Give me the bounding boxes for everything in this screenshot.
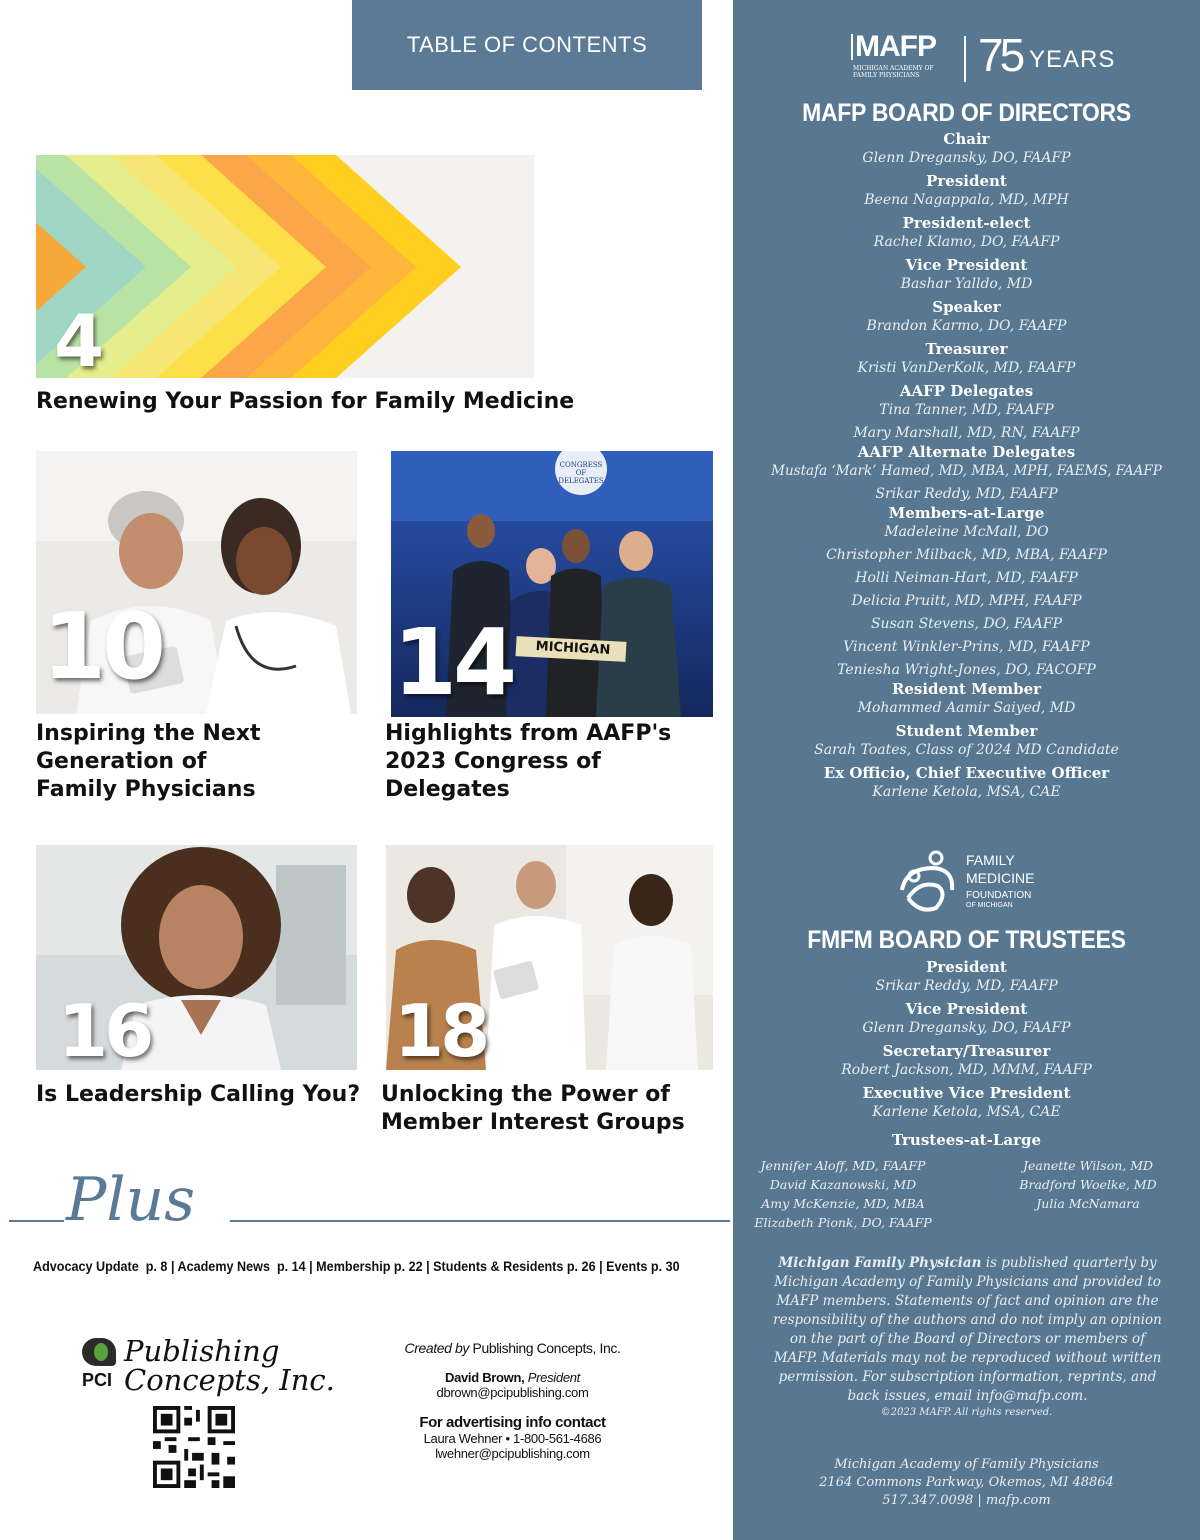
plus-rule-left bbox=[9, 1220, 64, 1222]
article-title[interactable]: Renewing Your Passion for Family Medicine bbox=[36, 389, 575, 414]
board-member: Beena Nagappala, MD, MPH bbox=[864, 192, 1069, 208]
board-member: Delicia Pruitt, MD, MPH, FAAFP bbox=[851, 593, 1082, 609]
publication-name: Michigan Family Physician bbox=[778, 1255, 982, 1271]
foundation-family-icon bbox=[896, 850, 960, 914]
board-member: Holli Neiman-Hart, MD, FAAFP bbox=[855, 570, 1078, 586]
foundation-line2: MEDICINE bbox=[966, 870, 1035, 886]
publication-notice-text: is published quarterly by Michigan Academy of Family Physicians and provided to MAFP members. Statements of fact and opinion are the responsibility of the authors and do not imply an opinion on the part of the Board of Directors or members of MAFP. Materials may not be reproduced without written permission. For subscription information, reprints, and back issues, email info@mafp.com. bbox=[773, 1255, 1162, 1404]
foundation-line4: OF MICHIGAN bbox=[966, 902, 1013, 909]
pci-name-line1: Publishing bbox=[124, 1334, 280, 1368]
trustees-at-large-right bbox=[998, 1156, 1178, 1213]
mafp-logo bbox=[851, 30, 951, 85]
article-14-image[interactable] bbox=[391, 451, 713, 717]
trustee-at-large: Elizabeth Pionk, DO, FAAFP bbox=[754, 1215, 932, 1230]
address-line: 517.347.0098 | mafp.com bbox=[882, 1493, 1051, 1508]
board-member: Sarah Toates, Class of 2024 MD Candidate bbox=[814, 742, 1119, 758]
created-by-prefix: Created by bbox=[404, 1340, 469, 1356]
board-role: President bbox=[926, 172, 1007, 190]
qr-code bbox=[153, 1406, 235, 1488]
president-name: David Brown, bbox=[444, 1370, 525, 1385]
board-member: Kristi VanDerKolk, MD, FAAFP bbox=[857, 360, 1076, 376]
board-role: Ex Officio, Chief Executive Officer bbox=[823, 764, 1110, 782]
board-list bbox=[733, 130, 1200, 802]
board-member: Christopher Milback, MD, MBA, FAAFP bbox=[826, 547, 1107, 563]
foundation-line1: FAMILY bbox=[966, 852, 1015, 868]
article-10-image[interactable] bbox=[36, 451, 357, 714]
board-role: Treasurer bbox=[925, 340, 1008, 358]
title-line: Unlocking the Power of bbox=[381, 1082, 670, 1107]
michigan-banner: MICHIGAN bbox=[535, 639, 611, 658]
plus-items: Advocacy Update p. 8 | Academy News p. 14 | Membership p. 22 | Students & Residents p. 26 | Events p. 30 bbox=[33, 1258, 680, 1274]
board-member: Mohammed Aamir Saiyed, MD bbox=[857, 700, 1076, 716]
article-number: 4 bbox=[54, 299, 101, 378]
created-by-name: Publishing Concepts, Inc. bbox=[472, 1340, 621, 1356]
trustees-at-large-label: Trustees-at-Large bbox=[891, 1131, 1042, 1149]
mafp-logo-subtext: MICHIGAN ACADEMY OF FAMILY PHYSICIANS bbox=[853, 65, 934, 79]
pci-logo bbox=[82, 1336, 342, 1396]
pci-leaf-icon bbox=[82, 1338, 116, 1366]
board-member: Rachel Klamo, DO, FAAFP bbox=[873, 234, 1060, 250]
address-block bbox=[733, 1456, 1200, 1510]
trustee-member: Karlene Ketola, MSA, CAE bbox=[872, 1104, 1061, 1120]
publisher-credits bbox=[395, 1340, 630, 1461]
article-number: 10 bbox=[42, 593, 163, 700]
trustee-role: Vice President bbox=[905, 1000, 1028, 1018]
article-number: 14 bbox=[393, 609, 514, 716]
foundation-logo bbox=[896, 850, 1036, 915]
title-line: Delegates bbox=[385, 777, 510, 802]
article-4-image[interactable] bbox=[36, 155, 534, 378]
trustees-at-large-left bbox=[753, 1156, 933, 1232]
table-of-contents-tab bbox=[352, 0, 702, 90]
board-role: Resident Member bbox=[891, 680, 1042, 698]
advertising-email[interactable]: lwehner@pcipublishing.com bbox=[435, 1446, 590, 1461]
board-member: Mary Marshall, MD, RN, FAAFP bbox=[853, 425, 1080, 441]
trustees-list bbox=[733, 958, 1200, 1150]
board-role: AAFP Alternate Delegates bbox=[857, 443, 1076, 461]
plus-label: Plus bbox=[66, 1165, 195, 1235]
title-line: Highlights from AAFP's bbox=[385, 721, 672, 746]
trustee-at-large: Julia McNamara bbox=[1036, 1196, 1140, 1211]
trustee-member: Glenn Dregansky, DO, FAAFP bbox=[862, 1020, 1071, 1036]
anniversary-word: YEARS bbox=[1029, 46, 1116, 73]
advertising-heading: For advertising info contact bbox=[419, 1414, 606, 1431]
trustee-role: Secretary/Treasurer bbox=[882, 1042, 1051, 1060]
board-member: Madeleine McMall, DO bbox=[884, 524, 1049, 540]
board-member: Glenn Dregansky, DO, FAAFP bbox=[862, 150, 1071, 166]
foundation-line3: FOUNDATION bbox=[966, 890, 1032, 901]
president-title: President bbox=[527, 1370, 580, 1385]
president-email[interactable]: dbrown@pcipublishing.com bbox=[436, 1385, 589, 1400]
trustee-member: Robert Jackson, MD, MMM, FAAFP bbox=[841, 1062, 1092, 1078]
advertising-contact: Laura Wehner • 1-800-561-4686 bbox=[423, 1431, 602, 1446]
title-line: 2023 Congress of bbox=[385, 749, 601, 774]
article-title[interactable]: Is Leadership Calling You? bbox=[36, 1082, 361, 1107]
pci-name-line2: Concepts, Inc. bbox=[124, 1363, 335, 1397]
board-member: Teniesha Wright-Jones, DO, FACOFP bbox=[837, 662, 1096, 678]
logo-divider bbox=[964, 36, 966, 82]
board-member: Vincent Winkler-Prins, MD, FAAFP bbox=[843, 639, 1090, 655]
board-member: Karlene Ketola, MSA, CAE bbox=[872, 784, 1061, 800]
board-role: Speaker bbox=[932, 298, 1001, 316]
board-role: Chair bbox=[943, 130, 990, 148]
article-16-image[interactable] bbox=[36, 845, 357, 1070]
board-member: Mustafa ‘Mark’ Hamed, MD, MBA, MPH, FAEMS, FAAFP bbox=[771, 463, 1162, 479]
title-line: Family Physicians bbox=[36, 777, 256, 802]
board-role: Members-at-Large bbox=[888, 504, 1045, 522]
board-member: Srikar Reddy, MD, FAAFP bbox=[875, 486, 1058, 502]
title-line: Inspiring the Next bbox=[36, 721, 261, 746]
trustee-at-large: Amy McKenzie, MD, MBA bbox=[761, 1196, 925, 1211]
trustee-role: Executive Vice President bbox=[862, 1084, 1071, 1102]
title-line: Member Interest Groups bbox=[381, 1110, 685, 1135]
board-member: Brandon Karmo, DO, FAAFP bbox=[866, 318, 1067, 334]
board-role: Student Member bbox=[895, 722, 1038, 740]
trustee-role: President bbox=[926, 958, 1007, 976]
anniversary-number: 75 bbox=[978, 29, 1022, 81]
article-number: 18 bbox=[394, 989, 487, 1070]
plus-rule-right bbox=[230, 1220, 730, 1222]
article-number: 16 bbox=[58, 989, 151, 1070]
trustee-member: Srikar Reddy, MD, FAAFP bbox=[875, 978, 1058, 994]
article-title[interactable] bbox=[381, 1081, 685, 1137]
mafp-logo-text: MAFP bbox=[855, 30, 936, 63]
board-role: President-elect bbox=[902, 214, 1031, 232]
sidebar bbox=[733, 0, 1200, 1540]
article-title[interactable] bbox=[385, 720, 671, 804]
trustee-at-large: Jeanette Wilson, MD bbox=[1022, 1158, 1154, 1173]
trustee-at-large: Jennifer Aloff, MD, FAAFP bbox=[760, 1158, 926, 1173]
congress-sign: CONGRESS OF DELEGATES bbox=[558, 461, 604, 485]
trustee-at-large: Bradford Woelke, MD bbox=[1019, 1177, 1157, 1192]
board-of-trustees-title: FMFM BOARD OF TRUSTEES bbox=[807, 926, 1126, 954]
address-line: 2164 Commons Parkway, Okemos, MI 48864 bbox=[819, 1475, 1114, 1490]
toc-label: TABLE OF CONTENTS bbox=[406, 32, 648, 57]
board-member: Tina Tanner, MD, FAAFP bbox=[879, 402, 1054, 418]
copyright: ©2023 MAFP. All rights reserved. bbox=[880, 1407, 1053, 1418]
address-line: Michigan Academy of Family Physicians bbox=[834, 1457, 1099, 1472]
chevron-arrows-graphic bbox=[36, 155, 534, 378]
title-line: Generation of bbox=[36, 749, 207, 774]
article-title[interactable] bbox=[36, 720, 261, 804]
publication-notice bbox=[771, 1254, 1164, 1406]
article-18-image[interactable] bbox=[386, 845, 713, 1070]
board-role: AAFP Delegates bbox=[899, 382, 1034, 400]
pci-abbr: PCI bbox=[82, 1370, 113, 1390]
board-role: Vice President bbox=[905, 256, 1028, 274]
board-of-directors-title: MAFP BOARD OF DIRECTORS bbox=[802, 99, 1131, 127]
board-member: Susan Stevens, DO, FAAFP bbox=[870, 616, 1063, 632]
board-member: Bashar Yalldo, MD bbox=[900, 276, 1033, 292]
trustee-at-large: David Kazanowski, MD bbox=[769, 1177, 917, 1192]
